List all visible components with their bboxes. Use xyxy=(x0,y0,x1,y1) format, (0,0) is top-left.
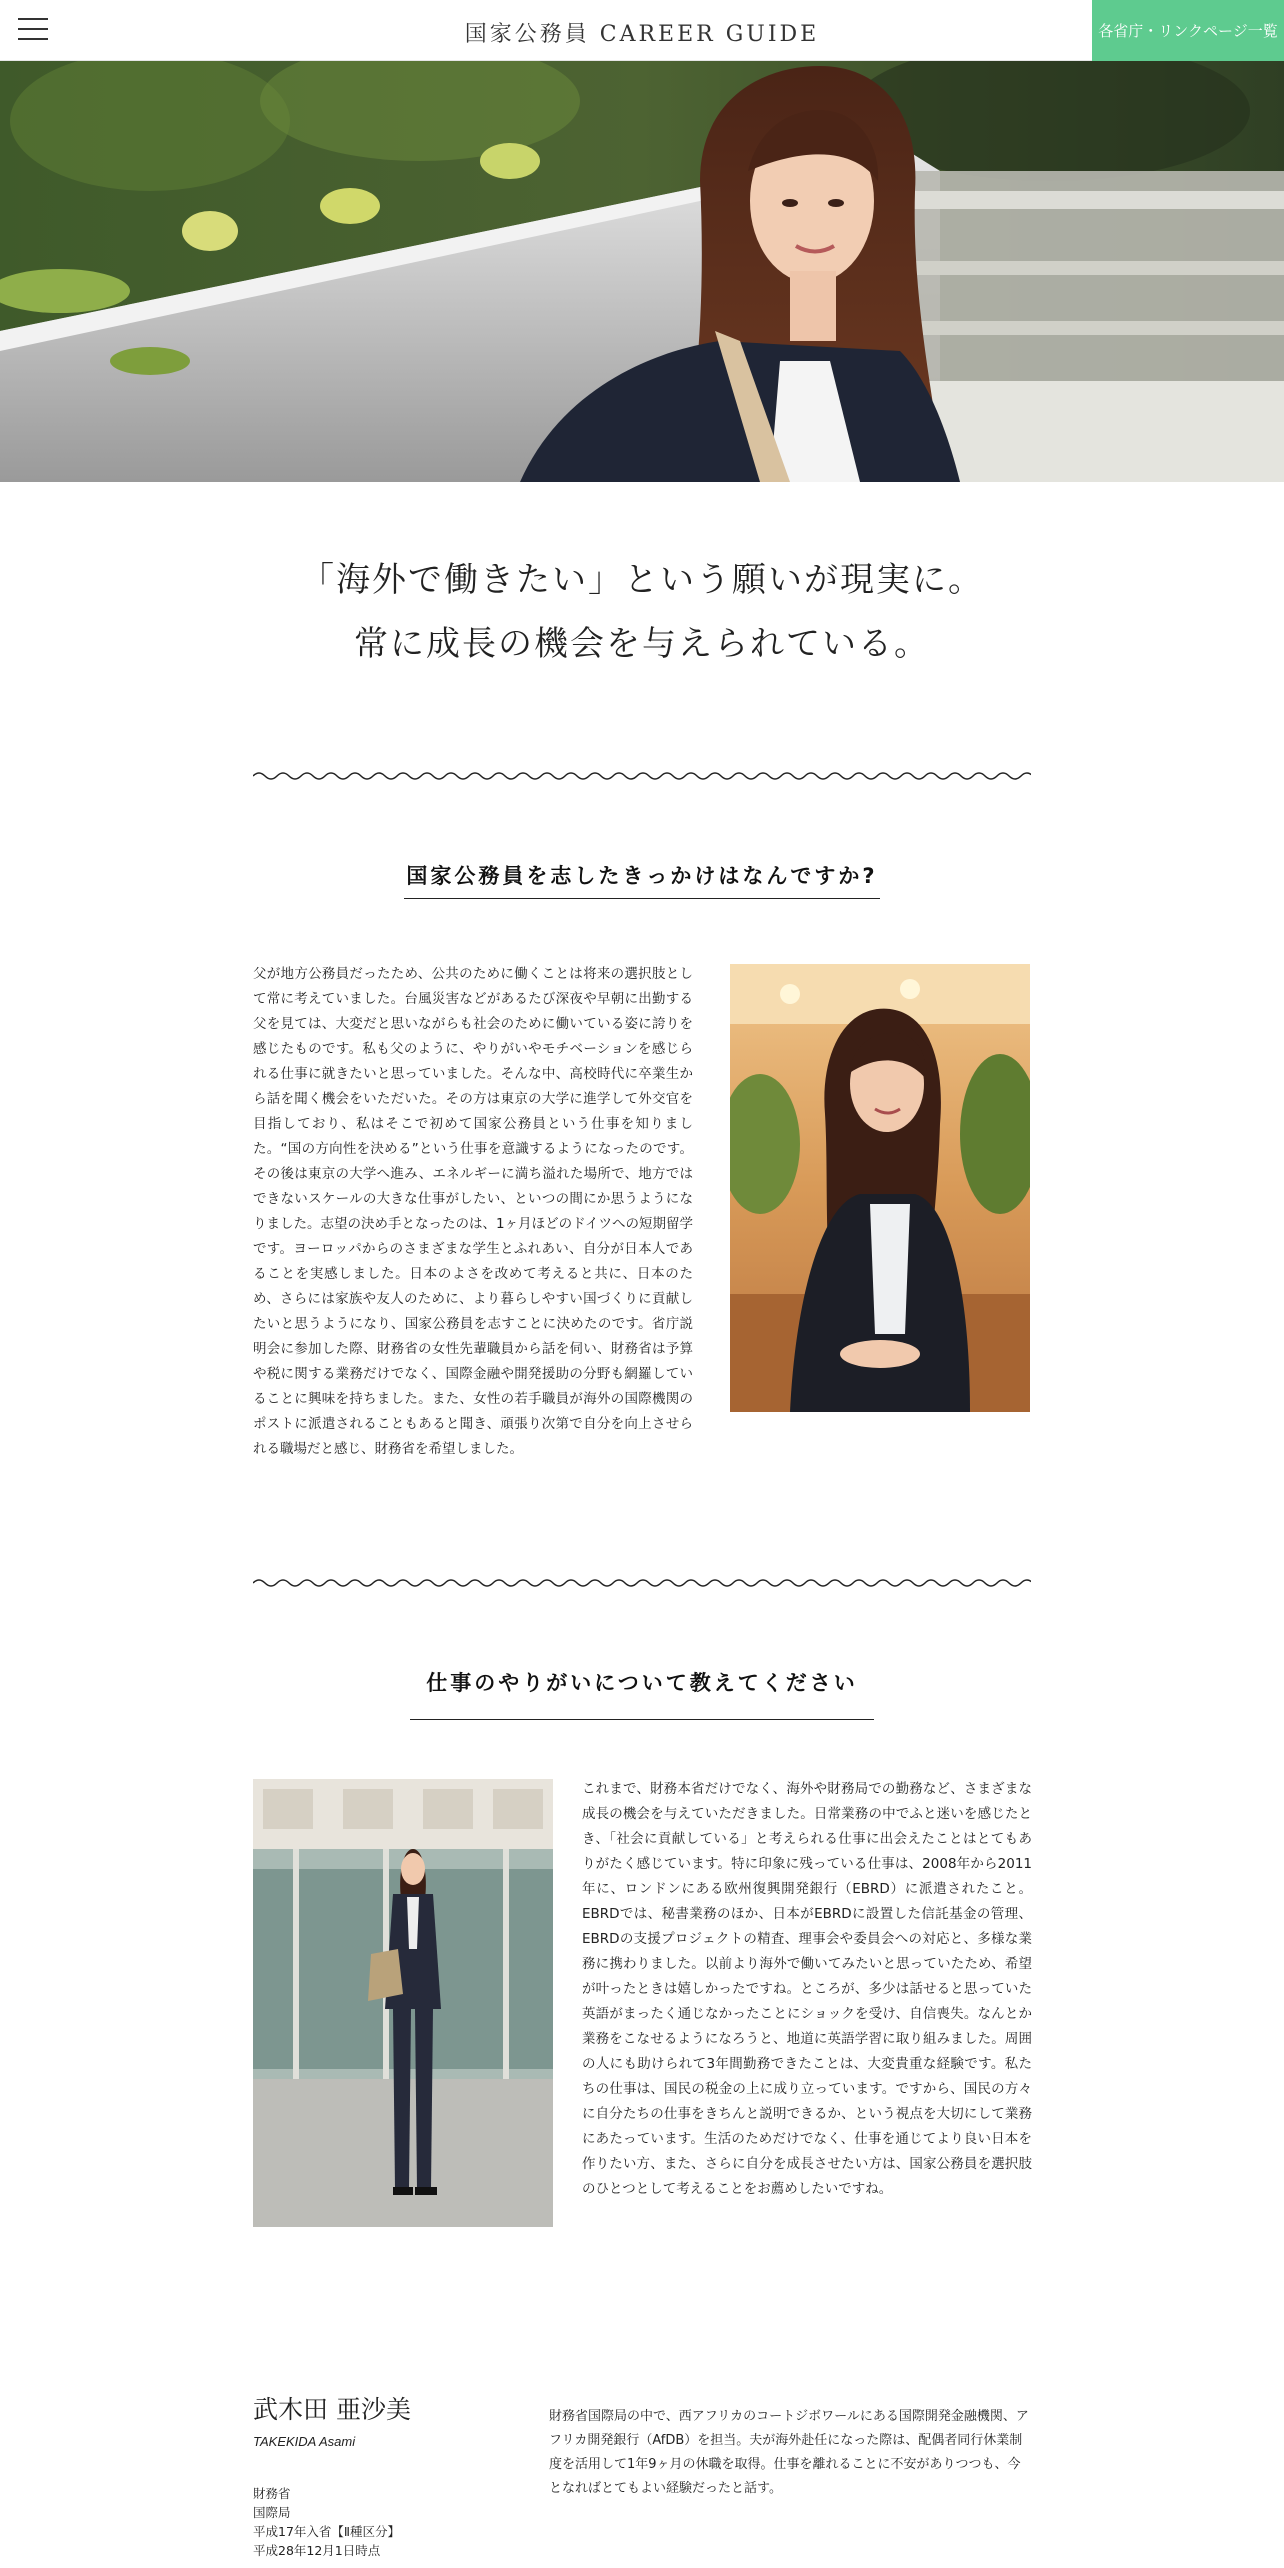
profile-bureau: 国際局 xyxy=(253,2505,291,2520)
profile-ministry: 財務省 xyxy=(253,2486,291,2501)
site-title[interactable]: 国家公務員 CAREER GUIDE xyxy=(464,22,820,47)
profile-entry: 平成17年入省【Ⅱ種区分】 xyxy=(253,2524,401,2539)
wave-divider xyxy=(253,769,1031,783)
profile-name: 武木田 亜沙美 xyxy=(253,2395,411,2424)
profile-info xyxy=(253,2484,400,2560)
question-heading-2 xyxy=(0,1667,1284,1720)
wave-divider xyxy=(253,1576,1031,1590)
answer-text-1: 父が地方公務員だったため、公共のために働くことは将来の選択肢として常に考えていました。台風災害などがあるたび深夜や早朝に出勤する父を見ては、大変だと思いながらも社会のために働いている姿に誇りを感じたものです。私も父のように、やりがいやモチベーションを感じられる仕事に就きたいと思っていました。そんな中、高校時代に卒業生から話を聞く機会をいただいた。その方は東京の大学に進学して外交官を目指しており、私はそこで初めて国家公務員という仕事を知りました。“国の方向性を決める”という仕事を意識するようになったのです。その後は東京の大学へ進み、エネルギーに満ち溢れた場所で、地方ではできないスケールの大きな仕事がしたい、といつの間にか思うようになりました。志望の決め手となったのは、1ヶ月ほどのドイツへの短期留学です。ヨーロッパからのさまざまな学生とふれあい、自分が日本人であることを実感しました。日本のよさを改めて考えると共に、日本のため、さらには家族や友人のために、より暮らしやすい国づくりに貢献したいと思うようになり、国家公務員を志すことに決めたのです。省庁説明会に参加した際、財務省の女性先輩職員から話を伺い、財務省は予算や税に関する業務だけでなく、国際金融や開発援助の分野も網羅していることに興味を持ちました。また、女性の若手職員が海外の国際機関のポストに派遣されることもあると聞き、頑張り次第で自分を向上させられる職場だと感じ、財務省を希望しました。 xyxy=(253,966,693,1457)
question-text-1: 国家公務員を志したきっかけはなんですか? xyxy=(404,860,879,899)
profile-description: 財務省国際局の中で、西アフリカのコートジボワールにある国際開発金融機関、アフリカ開発銀行（AfDB）を担当。夫が海外赴任になった際は、配偶者同行休業制度を活用して1年9ヶ月の休職を取得。仕事を離れることに不安がありつつも、今となればとてもよい経験だったと話す。 xyxy=(549,2409,1029,2496)
profile-romaji: TAKEKIDA Asami xyxy=(253,2434,356,2449)
ministry-links-button[interactable]: 各省庁・リンクページ一覧 xyxy=(1092,0,1284,61)
interview-photo-1 xyxy=(730,964,1030,1412)
answer-text-2: これまで、財務本省だけでなく、海外や財務局での勤務など、さまざまな成長の機会を与えていただきました。日常業務の中でふと迷いを感じたとき、「社会に貢献している」と考えられる仕事に出会えたことはとてもありがたく感じています。特に印象に残っている仕事は、2008年から2011年に、ロンドンにある欧州復興開発銀行（EBRD）に派遣されたこと。EBRDでは、秘書業務のほか、日本がEBRDに設置した信託基金の管理、EBRDの支援プロジェクトの精査、理事会や委員会への対応と、多様な業務に携わりました。以前より海外で働いてみたいと思っていたため、希望が叶ったときは嬉しかったですね。ところが、多少は話せると思っていた英語がまったく通じなかったことにショックを受け、自信喪失。なんとか業務をこなせるようになろうと、地道に英語学習に取り組みました。周囲の人にも助けられて3年間勤務できたことは、大変貴重な経験です。私たちの仕事は、国民の税金の上に成り立っています。ですから、国民の方々に自分たちの仕事をきちんと説明できるか、という視点を大切にして業務にあたっています。生活のためだけでなく、仕事を通じてより良い日本を作りたい方、また、さらに自分を成長させたい方は、国家公務員を選択肢のひとつとして考えることをお薦めしたいですね。 xyxy=(582,1781,1032,2197)
question-heading-1 xyxy=(0,860,1284,899)
question-text-2: 仕事のやりがいについて教えてください xyxy=(410,1667,874,1720)
headline-line-1: 「海外で働きたい」という願いが現実に。 xyxy=(300,560,984,600)
site-header xyxy=(0,0,1284,61)
profile-as-of: 平成28年12月1日時点 xyxy=(253,2543,381,2558)
headline-line-2: 常に成長の機会を与えられている。 xyxy=(354,624,930,664)
interview-photo-2 xyxy=(253,1779,553,2227)
hero-photo xyxy=(0,61,1284,482)
article-headline xyxy=(0,548,1284,676)
